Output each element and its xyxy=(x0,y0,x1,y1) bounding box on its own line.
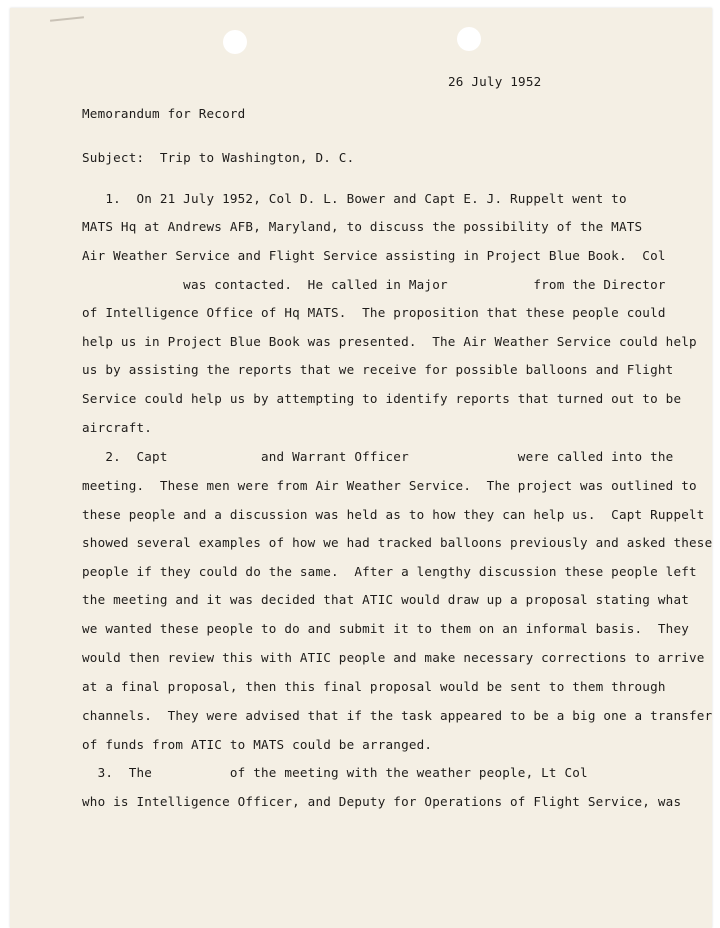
punch-hole xyxy=(223,30,247,54)
document-page xyxy=(10,8,712,928)
body-line: Air Weather Service and Flight Service assisting in Project Blue Book. Col xyxy=(82,248,666,263)
memo-date: 26 July 1952 xyxy=(448,74,542,89)
body-line: help us in Project Blue Book was presented. The Air Weather Service could help xyxy=(82,334,697,349)
body-line: 1. On 21 July 1952, Col D. L. Bower and Capt E. J. Ruppelt went to xyxy=(82,191,627,206)
punch-hole xyxy=(457,27,481,51)
memo-subject: Subject: Trip to Washington, D. C. xyxy=(82,150,355,165)
body-line: aircraft. xyxy=(82,420,153,435)
body-line: showed several examples of how we had tracked balloons previously and asked these xyxy=(82,535,713,550)
body-line: we wanted these people to do and submit it to them on an informal basis. They xyxy=(82,621,690,636)
body-line: at a final proposal, then this final proposal would be sent to them through xyxy=(82,679,666,694)
body-line: 2. Capt and Warrant Officer were called into the xyxy=(82,449,674,464)
body-line: people if they could do the same. After a lengthy discussion these people left xyxy=(82,564,697,579)
body-line: would then review this with ATIC people and make necessary corrections to arrive xyxy=(82,650,705,665)
body-line: channels. They were advised that if the task appeared to be a big one a transfer xyxy=(82,708,713,723)
memo-title: Memorandum for Record xyxy=(82,106,246,121)
body-line: who is Intelligence Officer, and Deputy for Operations of Flight Service, was xyxy=(82,794,682,809)
body-line: Service could help us by attempting to identify reports that turned out to be xyxy=(82,391,682,406)
body-line: 3. The of the meeting with the weather people, Lt Col xyxy=(82,765,588,780)
body-line: meeting. These men were from Air Weather Service. The project was outlined to xyxy=(82,478,697,493)
body-line: MATS Hq at Andrews AFB, Maryland, to discuss the possibility of the MATS xyxy=(82,219,643,234)
body-line: was contacted. He called in Major from the Director xyxy=(82,277,666,292)
body-line: these people and a discussion was held as to how they can help us. Capt Ruppelt xyxy=(82,507,705,522)
body-line: of funds from ATIC to MATS could be arranged. xyxy=(82,737,433,752)
body-line: us by assisting the reports that we receive for possible balloons and Flight xyxy=(82,362,674,377)
body-line: of Intelligence Office of Hq MATS. The proposition that these people could xyxy=(82,305,666,320)
body-line: the meeting and it was decided that ATIC would draw up a proposal stating what xyxy=(82,592,690,607)
